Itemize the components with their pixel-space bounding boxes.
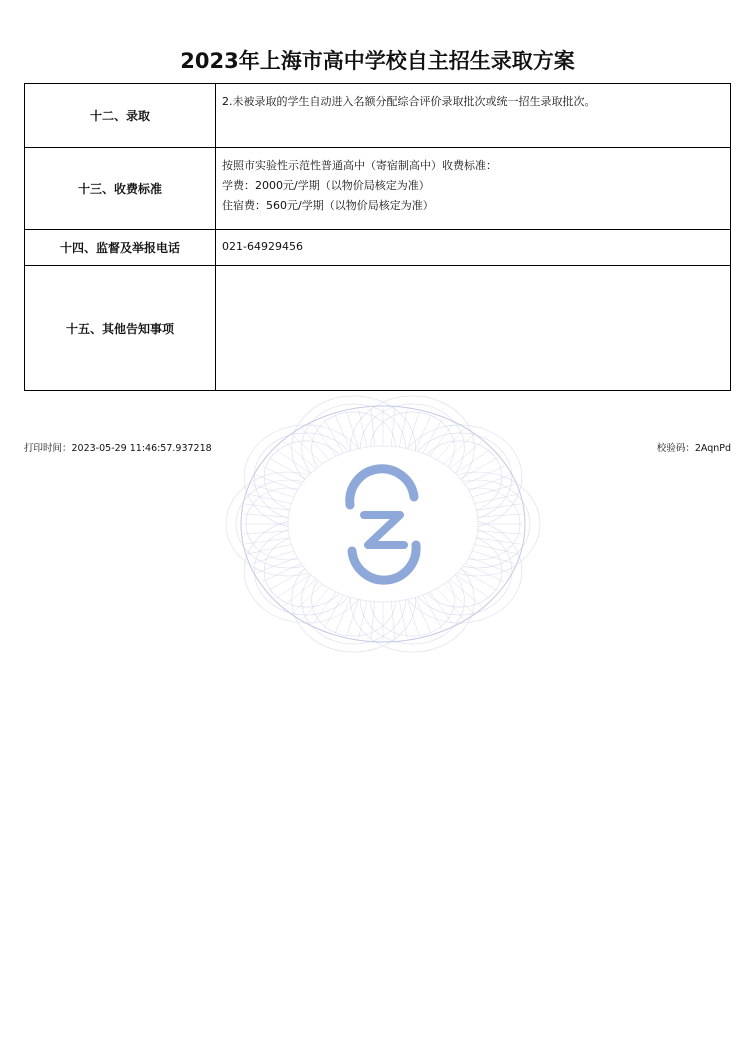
table-row xyxy=(25,148,731,230)
row-content xyxy=(216,84,731,148)
row-content xyxy=(216,266,731,391)
content-line: 学费：2000元/学期（以物价局核定为准） xyxy=(222,179,430,192)
row-label: 十二、录取 xyxy=(25,84,216,148)
content-line: 住宿费：560元/学期（以物价局核定为准） xyxy=(222,199,434,212)
content-line: 021-64929456 xyxy=(222,240,303,253)
row-label: 十三、收费标准 xyxy=(25,148,216,230)
row-label: 十五、其他告知事项 xyxy=(25,266,216,391)
table-row xyxy=(25,84,731,148)
table-row xyxy=(25,230,731,266)
content-line: 按照市实验性示范性普通高中（寄宿制高中）收费标准： xyxy=(222,159,497,172)
admission-info-table xyxy=(24,83,731,391)
row-content xyxy=(216,230,731,266)
document-title: 2023年上海市高中学校自主招生录取方案 xyxy=(180,49,575,73)
table-row xyxy=(25,266,731,391)
verify-code: 校验码：2AqnPd xyxy=(656,443,731,454)
seal-watermark-icon xyxy=(182,355,584,693)
print-time: 打印时间：2023-05-29 11:46:57.937218 xyxy=(24,443,212,454)
row-content xyxy=(216,148,731,230)
row-label: 十四、监督及举报电话 xyxy=(25,230,216,266)
content-line: 2.未被录取的学生自动进入名额分配综合评价录取批次或统一招生录取批次。 xyxy=(222,95,596,108)
